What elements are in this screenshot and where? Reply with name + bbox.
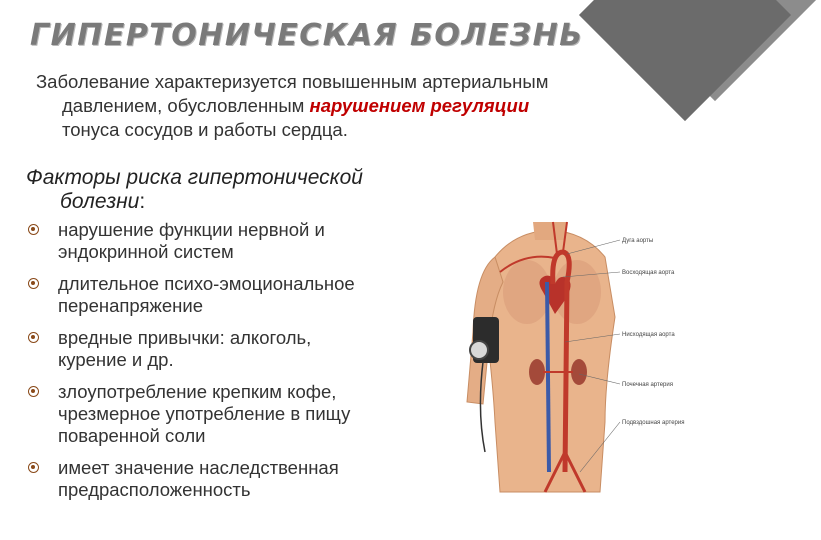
bullet-icon	[28, 224, 39, 235]
left-kidney	[529, 359, 545, 385]
intro-line-2-start: давлением, обусловленным	[62, 95, 310, 116]
list-item	[26, 381, 446, 447]
label-ascending-aorta: Восходящая аорта	[622, 270, 675, 276]
intro-line-1: Заболевание характеризуется повышенным артериальным	[36, 71, 549, 92]
list-item-line: курение и др.	[58, 349, 174, 370]
factors-heading-line-2	[26, 190, 466, 214]
list-item-line: имеет значение наследственная	[58, 457, 339, 478]
label-descending-aorta: Нисходящая аорта	[622, 332, 675, 338]
risk-factor-list	[26, 219, 446, 511]
list-item	[26, 219, 446, 263]
pressure-gauge-icon	[470, 341, 488, 359]
bullet-icon	[28, 278, 39, 289]
bullet-icon	[28, 332, 39, 343]
list-item-line: злоупотребление крепким кофе,	[58, 381, 337, 402]
list-item	[26, 273, 446, 317]
anatomy-illustration	[455, 222, 685, 492]
page-title: ГИПЕРТОНИЧЕСКАЯ БОЛЕЗНЬ	[30, 18, 584, 53]
list-item-line: нарушение функции нервной и	[58, 219, 325, 240]
list-item-line: перенапряжение	[58, 295, 204, 316]
list-item-line: чрезмерное употребление в пищу	[58, 403, 351, 424]
factors-heading-colon: :	[139, 190, 146, 213]
label-iliac-artery: Подвздошная артерия	[622, 420, 685, 426]
list-item	[26, 327, 446, 371]
intro-paragraph	[36, 70, 676, 142]
intro-highlight: нарушением регуляции	[309, 95, 530, 116]
intro-line-2	[36, 94, 676, 118]
factors-heading-line-1: Факторы риска гипертонической	[26, 166, 363, 189]
list-item-line: эндокринной систем	[58, 241, 234, 262]
label-renal-artery: Почечная артерия	[622, 382, 673, 388]
factors-heading	[26, 166, 466, 214]
list-item-line: предрасположенность	[58, 479, 251, 500]
list-item	[26, 457, 446, 501]
intro-line-3: тонуса сосудов и работы сердца.	[62, 119, 348, 140]
list-item-line: поваренной соли	[58, 425, 206, 446]
factors-heading-word: болезни	[60, 190, 140, 213]
bullet-icon	[28, 386, 39, 397]
bullet-icon	[28, 462, 39, 473]
list-item-line: длительное психо-эмоциональное	[58, 273, 355, 294]
label-aortic-arch: Дуга аорты	[622, 238, 654, 244]
list-item-line: вредные привычки: алкоголь,	[58, 327, 312, 348]
vena-cava-vein	[547, 282, 549, 472]
neck-shape	[533, 222, 567, 240]
right-kidney	[571, 359, 587, 385]
